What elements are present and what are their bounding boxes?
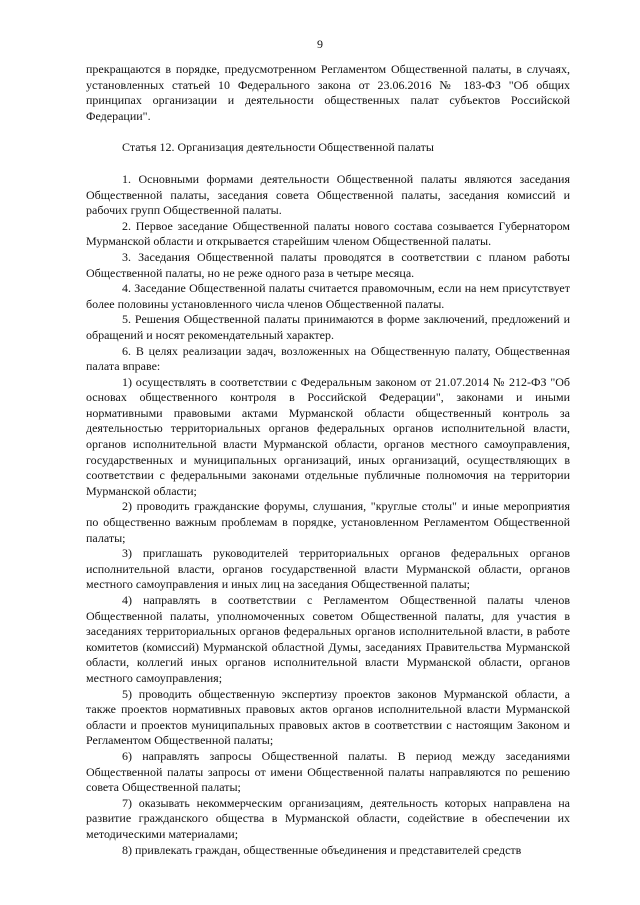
paragraph-3: 3. Заседания Общественной палаты проводятся в соответствии с планом работы Общественной палаты, но не реже одного раза в четыре месяца.	[86, 249, 570, 280]
list-item-2: 2) проводить гражданские форумы, слушания, "круглые столы" и иные мероприятия по общественно важным проблемам в порядке, установленном Регламентом Общественной палаты;	[86, 499, 570, 545]
list-item-1: 1) осуществлять в соответствии с Федеральным законом от 21.07.2014 № 212-ФЗ "Об основах общественного контроля в Российской Федерации", законами и иными нормативными правовыми актами Мурманской области общественный контроль за деятельностью территориальных органов федеральных органов исполнительной власти, органов исполнительной власти Мурманской области, органов местного самоуправления, государственных и муниципальных организаций, иных организаций, осуществляющих в соответствии с федеральными законами отдельные публичные полномочия на территории Мурманской области;	[86, 374, 570, 498]
paragraph-5: 5. Решения Общественной палаты принимаются в форме заключений, предложений и обращений и носят рекомендательный характер.	[86, 312, 570, 342]
intro-paragraph: прекращаются в порядке, предусмотренном Регламентом Общественной палаты, в случаях, установленных статьей 10 Федерального закона от 23.06.2016 № 183-ФЗ "Об общих принципах организации и деятельности общественных палат субъектов Российской Федерации".	[86, 62, 570, 123]
list-item-5: 5) проводить общественную экспертизу проектов законов Мурманской области, а также проектов нормативных правовых актов органов исполнительной власти Мурманской области и проектов муниципальных правовых актов в соответствии с настоящим Законом и Регламентом Общественной палаты;	[86, 686, 570, 748]
paragraph-2: 2. Первое заседание Общественной палаты нового состава созывается Губернатором Мурманской области и открывается старейшим членом Общественной палаты.	[86, 218, 570, 249]
paragraph-6: 6. В целях реализации задач, возложенных на Общественную палату, Общественная палата вправе:	[86, 343, 570, 374]
list-item-8: 8) привлекать граждан, общественные объединения и представителей средств	[122, 842, 522, 857]
paragraph-4: 4. Заседание Общественной палаты считается правомочным, если на нем присутствует более половины установленного числа членов Общественной палаты.	[86, 281, 570, 311]
page-number: 9	[317, 37, 323, 51]
list-item-3: 3) приглашать руководителей территориальных органов федеральных органов исполнительной власти, органов государственной власти Мурманской области, органов местного самоуправления и иных лиц на заседания Общественной палаты;	[86, 546, 570, 592]
document-body	[86, 62, 570, 858]
list-item-4: 4) направлять в соответствии с Регламентом Общественной палаты членов Общественной палаты, уполномоченных советом Общественной палаты, для участия в заседаниях территориальных органов федеральных органов исполнительной власти, в работе комитетов (комиссий) Мурманской областной Думы, заседаниях Правительства Мурманской области, коллегий иных органов исполнительной власти Мурманской области, органов местного самоуправления;	[86, 593, 570, 685]
paragraph-1: 1. Основными формами деятельности Общественной палаты являются заседания Общественной палаты, заседания совета Общественной палаты, заседания комиссий и рабочих групп Общественной палаты.	[86, 171, 570, 218]
list-item-6: 6) направлять запросы Общественной палаты. В период между заседаниями Общественной палаты запросы от имени Общественной палаты направляются по решению совета Общественной палаты;	[86, 748, 570, 795]
article-title: Статья 12. Организация деятельности Общественной палаты	[122, 140, 434, 155]
list-item-7: 7) оказывать некоммерческим организациям, деятельность которых направлена на развитие гражданского общества в Мурманской области, содействие в обеспечении их методическими материалами;	[86, 795, 570, 841]
